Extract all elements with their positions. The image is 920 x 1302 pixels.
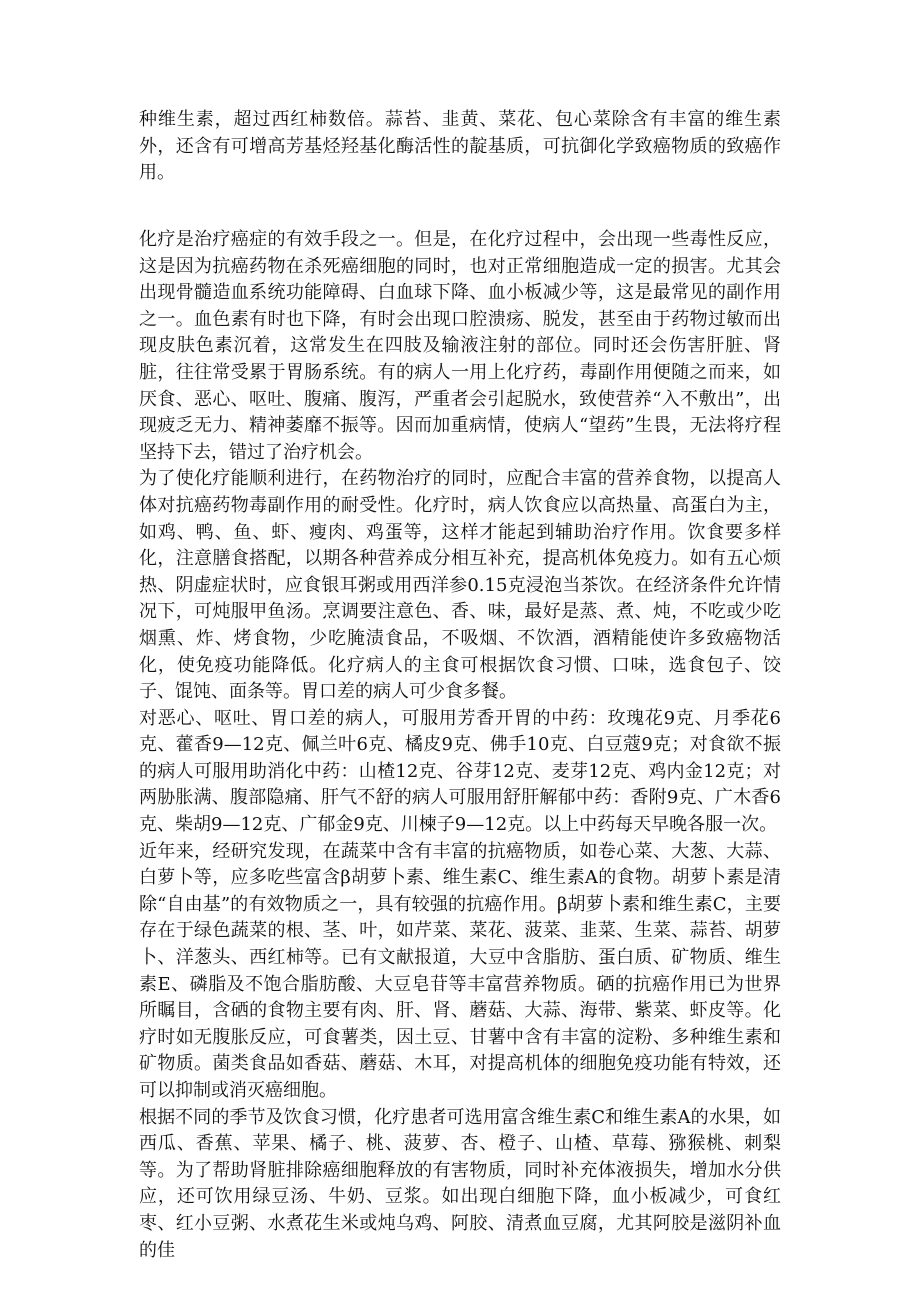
paragraph-nutrition-diet: 为了使化疗能顺利进行，在药物治疗的同时，应配合丰富的营养食物，以提高人体对抗癌药物毒副作用的耐受性。化疗时，病人饮食应以高热量、高蛋白为主，如鸡、鸭、鱼、虾、瘦肉、鸡蛋等，这样才能起到辅助治疗作用。饮食要多样化，注意膳食搭配，以期各种营养成分相互补充，提高机体免疫力。如有五心烦热、阴虚症状时，应食银耳粥或用西洋参0.15克浸泡当茶饮。在经济条件允许情况下，可炖服甲鱼汤。烹调要注意色、香、味，最好是蒸、煮、炖，不吃或少吃烟熏、炸、烤食物，少吃腌渍食品，不吸烟、不饮酒，酒精能使许多致癌物活化，使免疫功能降低。化疗病人的主食可根据饮食习惯、口味，选食包子、饺子、馄饨、面条等。胃口差的病人可少食多餐。 <box>139 468 781 703</box>
paragraph-fruits-and-fluids: 根据不同的季节及饮食习惯，化疗患者可选用富含维生素C和维生素A的水果，如西瓜、香蕉、苹果、橘子、桃、菠萝、杏、橙子、山楂、草莓、猕猴桃、刺梨等。为了帮助肾脏排除癌细胞释放的有害物质，同时补充体液损失，增加水分供应，还可饮用绿豆汤、牛奶、豆浆。如出现白细胞下降，血小板减少，可食红枣、红小豆粥、水煮花生米或炖乌鸡、阿胶、清煮血豆腐，尤其阿胶是滋阴补血的佳 <box>139 1106 781 1261</box>
paragraph-anticancer-vegetables: 近年来，经研究发现，在蔬菜中含有丰富的抗癌物质，如卷心菜、大葱、大蒜、白萝卜等，应多吃些富含β胡萝卜素、维生素C、维生素A的食物。胡萝卜素是清除“自由基”的有效物质之一，具有较强的抗癌作用。β胡萝卜素和维生素C，主要存在于绿色蔬菜的根、茎、叶，如芹菜、菜花、菠菜、韭菜、生菜、蒜苔、胡萝卜、洋葱头、西红柿等。已有文献报道，大豆中含脂肪、蛋白质、矿物质、维生素E、磷脂及不饱合脂肪酸、大豆皂苷等丰富营养物质。硒的抗癌作用已为世界所瞩目，含硒的食物主要有肉、肝、肾、蘑菇、大蒜、海带、紫菜、虾皮等。化疗时如无腹胀反应，可食薯类，因土豆、甘薯中含有丰富的淀粉、多种维生素和矿物质。菌类食品如香菇、蘑菇、木耳，对提高机体的细胞免疫功能有特效，还可以抑制或消灭癌细胞。 <box>139 840 781 1101</box>
body-block <box>139 227 781 1264</box>
paragraph-herbal-remedies: 对恶心、呕吐、胃口差的病人，可服用芳香开胃的中药：玫瑰花9克、月季花6克、藿香9—12克、佩兰叶6克、橘皮9克、佛手10克、白豆蔻9克；对食欲不振的病人可服用助消化中药：山楂12克、谷芽12克、麦芽12克、鸡内金12克；对两胁胀满、腹部隐痛、肝气不舒的病人可服用舒肝解郁中药：香附9克、广木香6克、柴胡9—12克、广郁金9克、川楝子9—12克。以上中药每天早晚各服一次。 <box>139 707 781 836</box>
intro-paragraph: 种维生素，超过西红柿数倍。蒜苔、韭黄、菜花、包心菜除含有丰富的维生素外，还含有可增高芳基烃羟基化酶活性的靛基质，可抗御化学致癌物质的致癌作用。 <box>139 109 781 184</box>
intro-block <box>139 107 781 187</box>
paragraph-chemo-side-effects: 化疗是治疗癌症的有效手段之一。但是，在化疗过程中，会出现一些毒性反应，这是因为抗癌药物在杀死癌细胞的同时，也对正常细胞造成一定的损害。尤其会出现骨髓造血系统功能障碍、白血球下降、血小板减少等，这是最常见的副作用之一。血色素有时也下降，有时会出现口腔溃疡、脱发，甚至由于药物过敏而出现皮肤色素沉着，这常发生在四肢及输液注射的部位。同时还会伤害肝脏、肾脏，往往常受累于胃肠系统。有的病人一用上化疗药，毒副作用便随之而来，如厌食、恶心、呕吐、腹痛、腹泻，严重者会引起脱水，致使营养“入不敷出”，出现疲乏无力、精神萎靡不振等。因而加重病情，使病人“望药”生畏，无法将疗程坚持下去，错过了治疗机会。 <box>139 229 781 463</box>
